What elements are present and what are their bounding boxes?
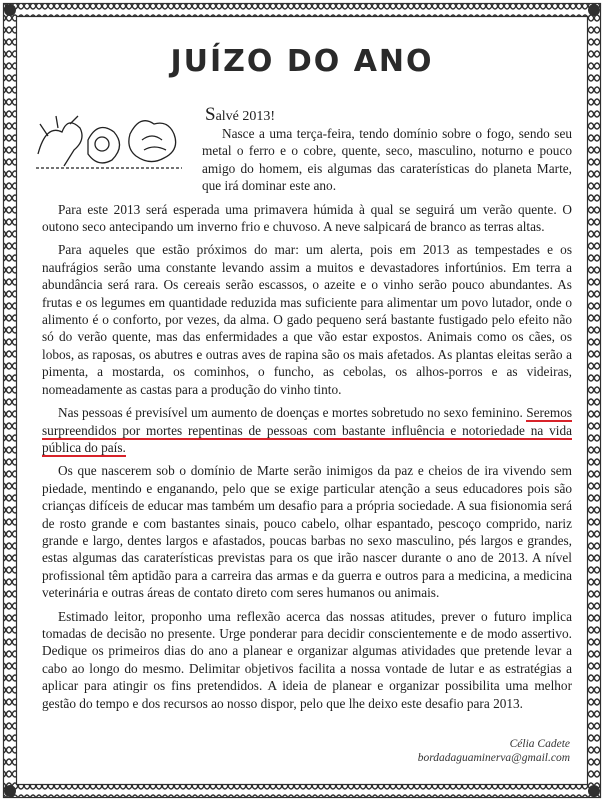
author-email: bordadaguaminerva@gmail.com [417,752,570,764]
paragraph-people: Nas pessoas é previsível um aumento de doenças e mortes sobretudo no sexo feminino. Seremos surpreendidos por mortes repentinas de pessoas com bastante influência e notoriedade na vida pública do país. [42,405,573,455]
paragraph-sea: Para aqueles que estão próximos do mar: um alerta, pois em 2013 as tempestades e os naufrágios serão uma constante levando assim a muitos e devastadores infortúnios. Em terra a abundância será rara. Os cereais serão escassos, o azeite e o vinho serão pouco abundantes. As frutas e os legumes em quantidade reduzida mas suficiente para alimentar um povo lutador, onde o alimento é o conforto, por vezes, da alma. O gado pequeno será bastante fustigado pelo efeito não só do verão quente, mas das enfermidades a que vão estar expostos. Animais como os cães, os lobos, as raposas, os abutres e outras aves de rapina são os mais afetados. As plantas eleitas serão a pimenta, a mostarda, os cominhos, o funcho, as cebolas, os alhos-porros e as videiras, nomeadamente as castas para a produção do vinho tinto. [42,242,572,397]
author-name: Célia Cadete [509,738,570,750]
greeting: Salvé 2013! [205,104,276,125]
paragraph-seasons: Para este 2013 será esperada uma primavera húmida à qual se seguirá um verão quente. O outono seco antecipando um inverno frio e chuvoso. A neve salpicará de branco as terras altas. [42,201,572,235]
highlighted-sentence: Seremos surpreendidos por mortes repentinas de pessoas com bastante influência e notoriedade na vida pública do país. [42,405,573,455]
signature [418,737,570,765]
paragraph-intro: Nasce a uma terça-feira, tendo domínio sobre o fogo, sendo seu metal o ferro e o cobre, quente, seco, masculino, noturno e pouco amigo do homem, eis algumas das caraterísticas do planeta Marte, que irá dominar este ano. [202,126,572,194]
page-title: JUÍZO DO ANO [170,44,434,79]
paragraph-births: Os que nascerem sob o domínio de Marte serão inimigos da paz e cheios de ira vivendo sem piedade, mentindo e enganando, pelo que se exige particular atenção a seus educadores pois são crianças difíceis de educar mas também um desafio para a própria sociedade. A sua fisionomia será de rosto grande e com bastantes sinais, pouco cabelo, olhar espantado, pescoço comprido, nariz grande e largo, dentes largos e afastados, poucas barbas no sexo masculino, pés largos e grandes, estas algumas das caraterísticas previstas para os que irão nascer durante o ano de 2013. A nível profissional têm aptidão para a carreira das armas e da guerra e outros para a medicina, a medicina veterinária e outras áreas de contato direto com seres humanos ou animais. [42,463,572,601]
article-body [42,125,572,712]
paragraph-reader: Estimado leitor, proponho uma reflexão acerca das nossas atitudes, prever o futuro implica tomadas de decisão no presente. Urge ponderar para decidir conscientemente e de modo assertivo. Dedique os primeiros dias do ano a planear e organizar algumas atividades que pretende levar a cabo ao longo do mesmo. Delimitar objetivos facilita a nossa vontade de lutar e as estratégias a aplicar para atingir os fins pretendidos. A ideia de planear e organizar possibilita uma melhor gestão do tempo e dos recursos ao nosso dispor, pelo que lhe deixo este desafio para 2013. [42,608,572,711]
